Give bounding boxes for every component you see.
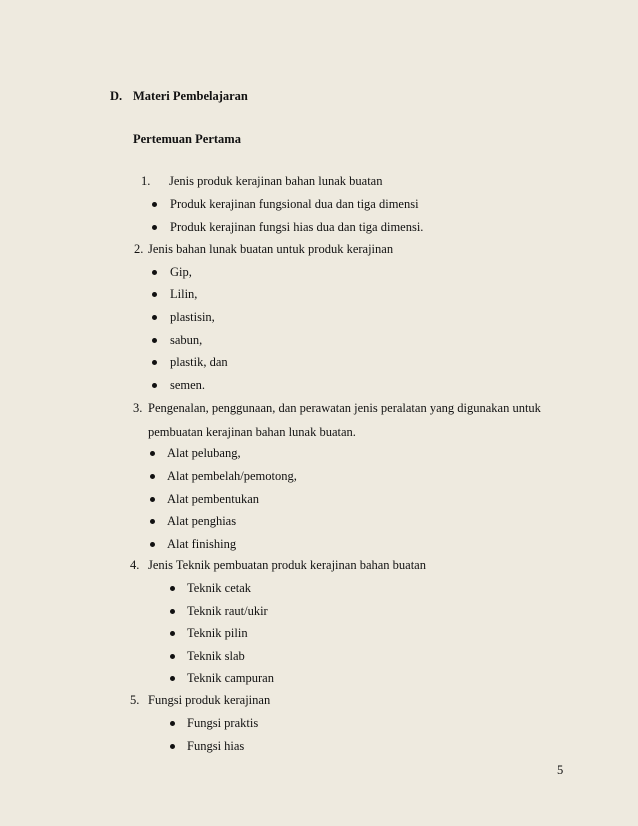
bullet-icon — [170, 744, 175, 749]
meeting-title: Pertemuan Pertama — [133, 132, 241, 146]
item-text: Pengenalan, penggunaan, dan perawatan jenis peralatan yang digunakan untuk — [148, 401, 541, 415]
item-number: 5. — [130, 693, 140, 707]
item-text: Fungsi produk kerajinan — [148, 693, 271, 707]
bullet-icon — [170, 631, 175, 636]
list-item: Teknik cetak — [187, 581, 252, 595]
list-item: Teknik campuran — [187, 671, 274, 685]
list-item: Alat pelubang, — [167, 446, 241, 460]
list-item: Lilin, — [170, 287, 198, 301]
list-item: Teknik raut/ukir — [187, 604, 268, 618]
bullet-icon — [152, 315, 157, 320]
bullet-icon — [152, 202, 157, 207]
list-item: Gip, — [170, 265, 192, 279]
list-item: plastisin, — [170, 310, 215, 324]
list-item: semen. — [170, 378, 206, 392]
bullet-icon — [170, 676, 175, 681]
bullet-icon — [150, 542, 155, 547]
bullet-icon — [150, 497, 155, 502]
item-number: 2. — [134, 242, 144, 256]
bullet-icon — [170, 609, 175, 614]
list-item: Produk kerajinan fungsi hias dua dan tiga dimensi. — [170, 220, 424, 234]
bullet-icon — [152, 225, 157, 230]
list-item: Alat penghias — [167, 514, 237, 528]
list-item: Produk kerajinan fungsional dua dan tiga dimensi — [170, 197, 419, 211]
list-item: Alat finishing — [167, 537, 237, 551]
bullet-icon — [170, 721, 175, 726]
list-item: Alat pembentukan — [167, 492, 259, 506]
item-number: 1. — [141, 174, 151, 188]
list-item: Teknik slab — [187, 649, 245, 663]
item-text: Jenis bahan lunak buatan untuk produk kerajinan — [148, 242, 394, 256]
bullet-icon — [150, 474, 155, 479]
bullet-icon — [152, 383, 157, 388]
bullet-icon — [152, 338, 157, 343]
item-number: 3. — [133, 401, 143, 415]
list-item: sabun, — [170, 333, 203, 347]
list-item: Fungsi hias — [187, 739, 245, 753]
item-text: Jenis Teknik pembuatan produk kerajinan bahan buatan — [148, 558, 426, 572]
list-item: Alat pembelah/pemotong, — [167, 469, 297, 483]
list-item: plastik, dan — [170, 355, 228, 369]
item-text: Jenis produk kerajinan bahan lunak buatan — [169, 174, 383, 188]
bullet-icon — [150, 451, 155, 456]
bullet-icon — [170, 654, 175, 659]
bullet-icon — [152, 292, 157, 297]
bullet-icon — [152, 360, 157, 365]
page-number: 5 — [557, 763, 564, 777]
item-number: 4. — [130, 558, 140, 572]
bullet-icon — [150, 519, 155, 524]
bullet-icon — [152, 270, 157, 275]
section-letter: D. — [110, 89, 123, 103]
list-item: Fungsi praktis — [187, 716, 259, 730]
list-item: Teknik pilin — [187, 626, 248, 640]
section-title: Materi Pembelajaran — [133, 89, 248, 103]
bullet-icon — [170, 586, 175, 591]
item-text-continued: pembuatan kerajinan bahan lunak buatan. — [148, 425, 356, 439]
